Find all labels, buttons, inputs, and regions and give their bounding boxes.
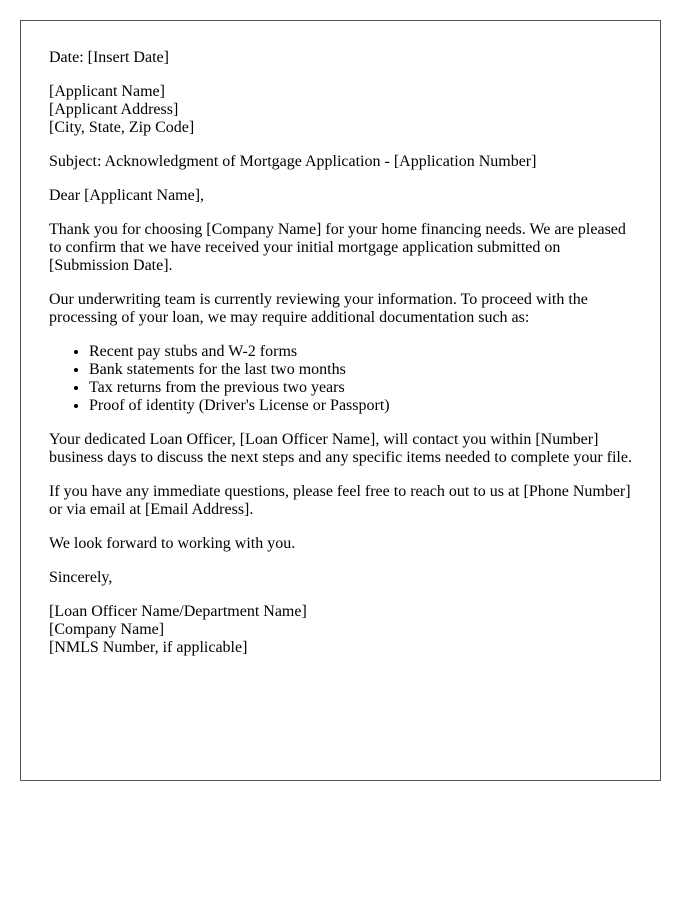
signature-name: [Loan Officer Name/Department Name]	[49, 603, 307, 620]
list-item: • Recent pay stubs and W-2 forms	[89, 343, 632, 361]
subject-line: Subject: Acknowledgment of Mortgage Application - [Application Number]	[49, 153, 537, 170]
contact-paragraph: If you have any immediate questions, please feel free to reach out to us at [Phone Number] or via email at [Email Address].	[49, 483, 631, 518]
review-paragraph: Our underwriting team is currently reviewing your information. To proceed with the processing of your loan, we may require additional documentation such as:	[49, 291, 588, 326]
signature-block	[49, 603, 632, 657]
list-item: • Bank statements for the last two months	[89, 361, 632, 379]
list-item: • Tax returns from the previous two years	[89, 379, 632, 397]
signature-nmls: [NMLS Number, if applicable]	[49, 639, 248, 656]
recipient-name: [Applicant Name]	[49, 83, 165, 100]
intro-paragraph: Thank you for choosing [Company Name] for your home financing needs. We are pleased to confirm that we have received your initial mortgage application submitted on [Submission Date].	[49, 221, 626, 274]
closing: Sincerely,	[49, 569, 113, 586]
list-item: • Proof of identity (Driver's License or Passport)	[89, 397, 632, 415]
recipient-address	[49, 83, 632, 137]
recipient-street: [Applicant Address]	[49, 101, 179, 118]
letter	[20, 20, 661, 781]
salutation: Dear [Applicant Name],	[49, 187, 205, 204]
documents-list	[49, 343, 632, 415]
loan-officer-paragraph: Your dedicated Loan Officer, [Loan Officer Name], will contact you within [Number] business days to discuss the next steps and any specific items needed to complete your file.	[49, 431, 632, 466]
date-line: Date: [Insert Date]	[49, 49, 169, 66]
closing-paragraph: We look forward to working with you.	[49, 535, 296, 552]
recipient-city: [City, State, Zip Code]	[49, 119, 195, 136]
signature-company: [Company Name]	[49, 621, 165, 638]
